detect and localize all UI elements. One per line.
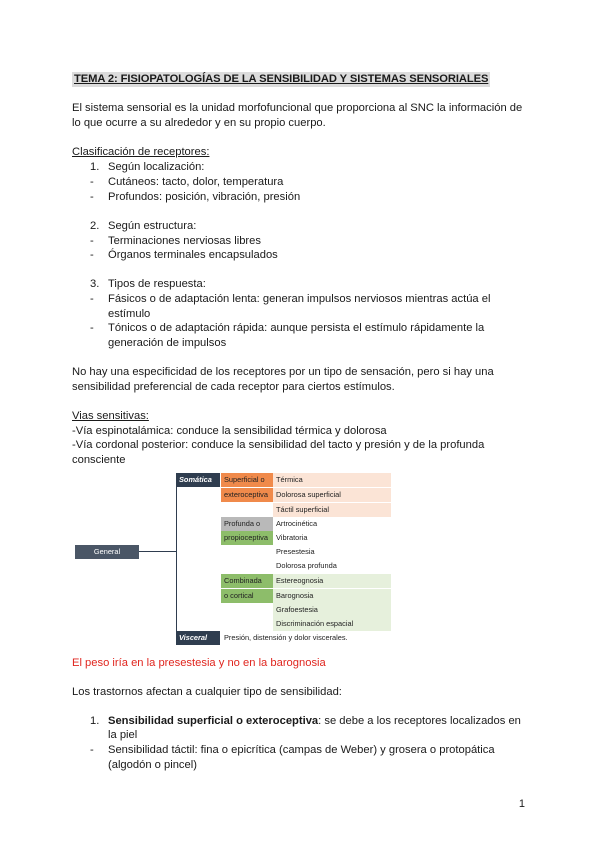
list-item: Profundos: posición, vibración, presión <box>108 191 301 203</box>
vias-heading: Vias sensitivas: <box>72 410 149 422</box>
group-superficial-label-1: Superficial o <box>221 473 273 487</box>
list-item: Fásicos o de adaptación lenta: generan impulsos nerviosos mientras actúa el <box>108 293 491 305</box>
diagram-item: Táctil superficial <box>273 503 391 517</box>
group-2-number: 2. <box>90 220 100 232</box>
general-box: General <box>75 545 139 559</box>
intro-line-1: El sistema sensorial es la unidad morfofuncional que proporciona al SNC la información de <box>72 102 523 114</box>
connector-line <box>176 475 177 638</box>
group-1-number: 1. <box>90 161 100 173</box>
page-title: TEMA 2: FISIOPATOLOGÍAS DE LA SENSIBILIDAD Y SISTEMAS SENSORIALES <box>74 73 489 85</box>
diagram-item: Grafoestesia <box>273 603 391 617</box>
list-item: Terminaciones nerviosas libres <box>108 235 261 247</box>
page-number: 1 <box>518 798 525 810</box>
somatica-header: Somática <box>176 473 220 487</box>
dash: - <box>90 235 94 247</box>
group-combinada-label-1: Combinada <box>221 574 273 588</box>
connector-line <box>139 551 177 552</box>
diagram-item: Discriminación espacial <box>273 617 391 631</box>
diagram-item: Presestesia <box>273 545 391 559</box>
especificidad-line-1: No hay una especificidad de los receptores por un tipo de sensación, pero si hay una <box>72 366 494 378</box>
group-3-number: 3. <box>90 278 100 290</box>
final-list-number: 1. <box>90 715 100 727</box>
visceral-description: Presión, distensión y dolor viscerales. <box>224 633 348 642</box>
intro-line-2: lo que ocurre a su alrededor y en su propio cuerpo. <box>72 117 326 129</box>
group-1-label: Según localización: <box>108 161 205 173</box>
group-profunda-label-2: propioceptiva <box>221 531 273 545</box>
vias-line-3: consciente <box>72 454 126 466</box>
dash: - <box>90 293 94 305</box>
dash: - <box>90 249 94 261</box>
list-item: Órganos terminales encapsulados <box>108 249 278 261</box>
list-item: Cutáneos: tacto, dolor, temperatura <box>108 176 284 188</box>
vias-line-1: -Vía espinotalámica: conduce la sensibilidad térmica y dolorosa <box>72 425 387 437</box>
diagram-item: Térmica <box>273 473 391 487</box>
final-list-item <box>108 714 528 729</box>
sensibility-diagram <box>75 472 395 648</box>
group-superficial-label-2: exteroceptiva <box>221 488 273 502</box>
list-item-cont: generación de impulsos <box>108 337 227 349</box>
list-item: Tónicos o de adaptación rápida: aunque persista el estímulo rápidamente la <box>108 322 485 334</box>
diagram-item: Dolorosa profunda <box>273 559 391 573</box>
group-2-label: Según estructura: <box>108 220 197 232</box>
final-list-cont: la piel <box>108 729 138 741</box>
dash: - <box>90 176 94 188</box>
diagram-item: Dolorosa superficial <box>273 488 391 502</box>
vias-line-2: -Vía cordonal posterior: conduce la sensibilidad del tacto y presión y de la profunda <box>72 439 485 451</box>
final-dash-line-2: (algodón o pincel) <box>108 759 197 771</box>
group-combinada-label-2: o cortical <box>221 589 273 603</box>
visceral-header: Visceral <box>176 631 220 645</box>
group-3-label: Tipos de respuesta: <box>108 278 206 290</box>
dash: - <box>90 191 94 203</box>
diagram-item: Estereognosia <box>273 574 391 588</box>
group-profunda-label-1: Profunda o <box>221 517 273 531</box>
dash: - <box>90 744 94 756</box>
diagram-item: Artrocinética <box>273 517 391 531</box>
especificidad-line-2: sensibilidad preferencial de cada receptor para ciertos estímulos. <box>72 381 395 393</box>
diagram-item: Vibratoria <box>273 531 391 545</box>
red-note: El peso iría en la presestesia y no en la barognosia <box>72 657 326 669</box>
final-list-bold: Sensibilidad superficial o exteroceptiva <box>108 715 319 727</box>
final-dash-line-1: Sensibilidad táctil: fina o epicrítica (campas de Weber) y grosera o protopática <box>108 744 495 756</box>
clasificacion-heading: Clasificación de receptores: <box>72 146 210 158</box>
final-list-rest: : se debe a los receptores localizados en <box>318 715 521 727</box>
trastornos-line: Los trastornos afectan a cualquier tipo de sensibilidad: <box>72 686 342 698</box>
dash: - <box>90 322 94 334</box>
list-item-cont: estímulo <box>108 308 151 320</box>
diagram-item: Barognosia <box>273 589 391 603</box>
